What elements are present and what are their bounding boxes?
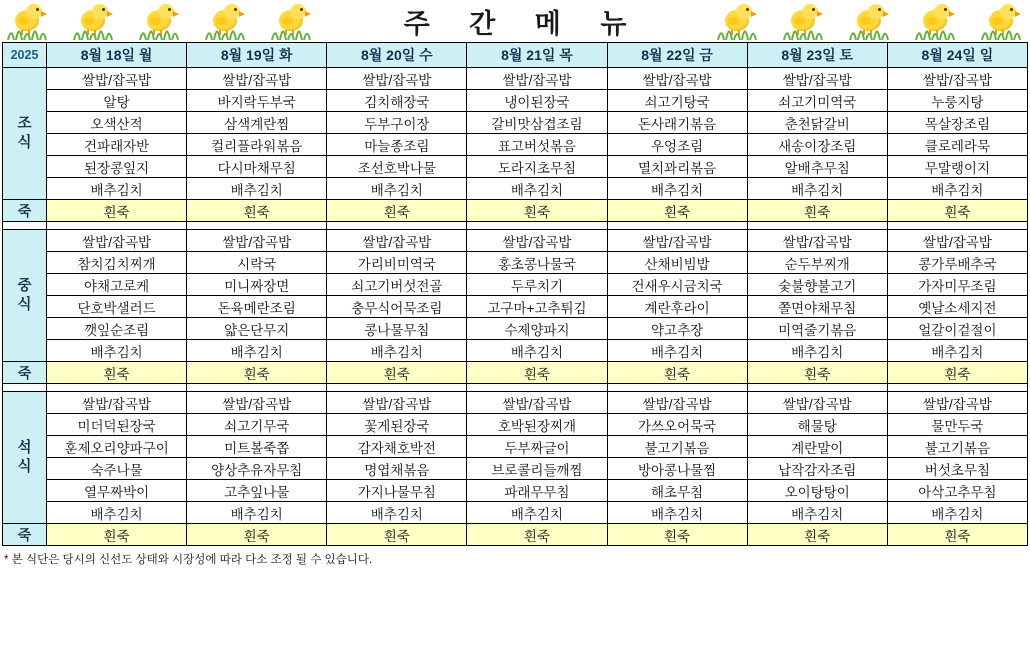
dish-cell: 얼갈이겉절이: [887, 318, 1027, 340]
dish-cell: 쌀밥/잡곡밥: [467, 392, 607, 414]
dish-cell: 배추김치: [47, 502, 187, 524]
dish-cell: 쇠고기무국: [187, 414, 327, 436]
table-row: [3, 340, 1028, 362]
chick-icon: [782, 2, 826, 40]
dish-cell: 돈육메란조림: [187, 296, 327, 318]
dish-cell: 미역줄기볶음: [747, 318, 887, 340]
porridge-cell: 흰죽: [47, 362, 187, 384]
table-row: [3, 112, 1028, 134]
meal-label-line1: 중: [17, 277, 32, 294]
dish-cell: 쌀밥/잡곡밥: [187, 230, 327, 252]
meal-label-line1: 석: [17, 439, 32, 456]
dish-cell: 콩가루배추국: [887, 252, 1027, 274]
separator-cell: [747, 384, 887, 392]
footnote: * 본 식단은 당시의 신선도 상태와 시장성에 따라 다소 조정 될 수 있습니다.: [4, 554, 373, 566]
dish-cell: 쌀밥/잡곡밥: [467, 230, 607, 252]
dish-cell: 두부짜글이: [467, 436, 607, 458]
porridge-label: 죽: [3, 200, 47, 222]
dish-cell: 쌀밥/잡곡밥: [607, 230, 747, 252]
dish-cell: 야채고로케: [47, 274, 187, 296]
chick-icon: [138, 2, 182, 40]
dish-cell: 우엉조림: [607, 134, 747, 156]
porridge-cell: 흰죽: [607, 200, 747, 222]
dish-cell: 컬리플라워볶음: [187, 134, 327, 156]
dish-cell: 옛날소세지전: [887, 296, 1027, 318]
dish-cell: 가지나물무침: [327, 480, 467, 502]
grass-icon: [914, 24, 958, 40]
chick-group-left: [6, 2, 314, 40]
dish-cell: 도라지초무침: [467, 156, 607, 178]
table-row: [3, 458, 1028, 480]
dish-cell: 가자미무조림: [887, 274, 1027, 296]
porridge-cell: 흰죽: [187, 524, 327, 546]
grass-icon: [782, 24, 826, 40]
dish-cell: 해물탕: [747, 414, 887, 436]
table-header-row: [3, 43, 1028, 68]
dish-cell: 삼색계란찜: [187, 112, 327, 134]
dish-cell: 무말랭이지: [887, 156, 1027, 178]
dish-cell: 계란말이: [747, 436, 887, 458]
dish-cell: 쌀밥/잡곡밥: [187, 392, 327, 414]
grass-icon: [716, 24, 760, 40]
porridge-row: [3, 200, 1028, 222]
dish-cell: 호박된장찌개: [467, 414, 607, 436]
day-header-2: 8월 20일 수: [327, 43, 467, 68]
table-row: [3, 178, 1028, 200]
dish-cell: 멸치꽈리볶음: [607, 156, 747, 178]
dish-cell: 새송이장조림: [747, 134, 887, 156]
section-separator: [3, 222, 1028, 230]
dish-cell: 단호박샐러드: [47, 296, 187, 318]
dish-cell: 쌀밥/잡곡밥: [467, 68, 607, 90]
dish-cell: 쌀밥/잡곡밥: [187, 68, 327, 90]
dish-cell: 오이탕탕이: [747, 480, 887, 502]
porridge-label: 죽: [3, 524, 47, 546]
dish-cell: 배추김치: [887, 502, 1027, 524]
separator-cell: [887, 384, 1027, 392]
table-row: [3, 252, 1028, 274]
dish-cell: 미니짜장면: [187, 274, 327, 296]
porridge-cell: 흰죽: [887, 362, 1027, 384]
dish-cell: 불고기볶음: [607, 436, 747, 458]
dish-cell: 얇은단무지: [187, 318, 327, 340]
dish-cell: 갈비맛삼겹조림: [467, 112, 607, 134]
dish-cell: 배추김치: [747, 178, 887, 200]
dish-cell: 납작감자조림: [747, 458, 887, 480]
table-row: [3, 480, 1028, 502]
porridge-cell: 흰죽: [467, 200, 607, 222]
grass-icon: [6, 24, 50, 40]
dish-cell: 쌀밥/잡곡밥: [327, 230, 467, 252]
table-row: [3, 392, 1028, 414]
dish-cell: 감자채호박전: [327, 436, 467, 458]
separator-cell: [607, 384, 747, 392]
dish-cell: 열무짜박이: [47, 480, 187, 502]
dish-cell: 계란후라이: [607, 296, 747, 318]
chick-icon: [716, 2, 760, 40]
porridge-cell: 흰죽: [887, 524, 1027, 546]
dish-cell: 깻잎순조림: [47, 318, 187, 340]
dish-cell: 쌀밥/잡곡밥: [47, 230, 187, 252]
dish-cell: 배추김치: [887, 178, 1027, 200]
dish-cell: 알배추무침: [747, 156, 887, 178]
dish-cell: 목살장조림: [887, 112, 1027, 134]
dish-cell: 배추김치: [467, 502, 607, 524]
porridge-cell: 흰죽: [187, 362, 327, 384]
porridge-cell: 흰죽: [747, 524, 887, 546]
grass-icon: [72, 24, 116, 40]
dish-cell: 배추김치: [607, 502, 747, 524]
dish-cell: 돈사래기볶음: [607, 112, 747, 134]
dish-cell: 숙주나물: [47, 458, 187, 480]
dish-cell: 고추잎나물: [187, 480, 327, 502]
section-separator: [3, 384, 1028, 392]
dish-cell: 쌀밥/잡곡밥: [47, 68, 187, 90]
porridge-cell: 흰죽: [467, 524, 607, 546]
dish-cell: 배추김치: [327, 340, 467, 362]
dish-cell: 배추김치: [187, 178, 327, 200]
day-header-1: 8월 19일 화: [187, 43, 327, 68]
dish-cell: 버섯초무침: [887, 458, 1027, 480]
meal-label-line2: 식: [17, 296, 32, 313]
separator-cell: [467, 384, 607, 392]
dish-cell: 쇠고기탕국: [607, 90, 747, 112]
table-row: [3, 68, 1028, 90]
dish-cell: 콩나물무침: [327, 318, 467, 340]
separator-cell: [327, 222, 467, 230]
dish-cell: 누룽지탕: [887, 90, 1027, 112]
dish-cell: 쌀밥/잡곡밥: [47, 392, 187, 414]
dish-cell: 참치김치찌개: [47, 252, 187, 274]
day-header-4: 8월 22일 금: [607, 43, 747, 68]
chick-icon: [980, 2, 1024, 40]
dish-cell: 숯불향불고기: [747, 274, 887, 296]
dish-cell: 건파래자반: [47, 134, 187, 156]
dish-cell: 배추김치: [327, 178, 467, 200]
dish-cell: 춘천닭갈비: [747, 112, 887, 134]
table-row: [3, 156, 1028, 178]
separator-cell: [887, 222, 1027, 230]
porridge-cell: 흰죽: [747, 362, 887, 384]
separator-cell: [187, 384, 327, 392]
separator-cell: [3, 222, 47, 230]
grass-icon: [980, 24, 1024, 40]
dish-cell: 배추김치: [747, 340, 887, 362]
dish-cell: 쇠고기미역국: [747, 90, 887, 112]
porridge-label: 죽: [3, 362, 47, 384]
dish-cell: 배추김치: [47, 178, 187, 200]
separator-cell: [47, 384, 187, 392]
table-row: [3, 134, 1028, 156]
grass-icon: [138, 24, 182, 40]
dish-cell: 배추김치: [467, 340, 607, 362]
meal-label-line1: 조: [17, 115, 32, 132]
dish-cell: 바지락두부국: [187, 90, 327, 112]
dish-cell: 미트볼죽쫍: [187, 436, 327, 458]
year-label: 2025: [3, 43, 47, 68]
table-row: [3, 230, 1028, 252]
porridge-cell: 흰죽: [607, 524, 747, 546]
chick-icon: [6, 2, 50, 40]
dish-cell: 아삭고추무침: [887, 480, 1027, 502]
separator-cell: [3, 384, 47, 392]
table-row: [3, 274, 1028, 296]
separator-cell: [187, 222, 327, 230]
separator-cell: [607, 222, 747, 230]
dish-cell: 쌀밥/잡곡밥: [747, 68, 887, 90]
table-row: [3, 318, 1028, 340]
porridge-row: [3, 524, 1028, 546]
chick-icon: [270, 2, 314, 40]
dish-cell: 배추김치: [467, 178, 607, 200]
dish-cell: 방아콩나물찜: [607, 458, 747, 480]
dish-cell: 수제양파지: [467, 318, 607, 340]
porridge-row: [3, 362, 1028, 384]
dish-cell: 브로콜리들깨찜: [467, 458, 607, 480]
dish-cell: 쌀밥/잡곡밥: [887, 230, 1027, 252]
porridge-cell: 흰죽: [607, 362, 747, 384]
dish-cell: 가쓰오어묵국: [607, 414, 747, 436]
separator-cell: [327, 384, 467, 392]
porridge-cell: 흰죽: [187, 200, 327, 222]
day-header-5: 8월 23일 토: [747, 43, 887, 68]
day-header-6: 8월 24일 일: [887, 43, 1027, 68]
dish-cell: 알탕: [47, 90, 187, 112]
dish-cell: 다시마채무침: [187, 156, 327, 178]
dish-cell: 약고추장: [607, 318, 747, 340]
dish-cell: 배추김치: [747, 502, 887, 524]
dish-cell: 충무식어묵조림: [327, 296, 467, 318]
grass-icon: [848, 24, 892, 40]
page-banner: [0, 0, 1030, 42]
separator-cell: [747, 222, 887, 230]
chick-icon: [914, 2, 958, 40]
dish-cell: 배추김치: [327, 502, 467, 524]
dish-cell: 배추김치: [607, 178, 747, 200]
dish-cell: 쌀밥/잡곡밥: [607, 392, 747, 414]
dish-cell: 해초무침: [607, 480, 747, 502]
dish-cell: 훈제오리양파구이: [47, 436, 187, 458]
dish-cell: 마늘종조림: [327, 134, 467, 156]
dish-cell: 된장콩잎지: [47, 156, 187, 178]
meal-label-line2: 식: [17, 458, 32, 475]
dish-cell: 클로레라묵: [887, 134, 1027, 156]
weekly-menu-table: [2, 42, 1028, 546]
dish-cell: 쌀밥/잡곡밥: [327, 392, 467, 414]
porridge-cell: 흰죽: [887, 200, 1027, 222]
porridge-cell: 흰죽: [747, 200, 887, 222]
dish-cell: 물만두국: [887, 414, 1027, 436]
separator-cell: [47, 222, 187, 230]
porridge-cell: 흰죽: [327, 524, 467, 546]
dish-cell: 쌀밥/잡곡밥: [887, 68, 1027, 90]
porridge-cell: 흰죽: [467, 362, 607, 384]
dish-cell: 가리비미역국: [327, 252, 467, 274]
separator-cell: [467, 222, 607, 230]
porridge-cell: 흰죽: [327, 362, 467, 384]
table-row: [3, 296, 1028, 318]
dish-cell: 쫄면야채무침: [747, 296, 887, 318]
dish-cell: 표고버섯볶음: [467, 134, 607, 156]
chick-group-right: [716, 2, 1024, 40]
dish-cell: 배추김치: [607, 340, 747, 362]
table-row: [3, 502, 1028, 524]
grass-icon: [204, 24, 248, 40]
meal-label-line2: 식: [17, 134, 32, 151]
dish-cell: 조선호박나물: [327, 156, 467, 178]
grass-icon: [270, 24, 314, 40]
dish-cell: 불고기볶음: [887, 436, 1027, 458]
dish-cell: 쌀밥/잡곡밥: [747, 392, 887, 414]
chick-icon: [72, 2, 116, 40]
page-title: 주 간 메 뉴: [403, 8, 643, 39]
dish-cell: 시락국: [187, 252, 327, 274]
dish-cell: 쌀밥/잡곡밥: [607, 68, 747, 90]
dish-cell: 미더덕된장국: [47, 414, 187, 436]
dish-cell: 홍초콩나물국: [467, 252, 607, 274]
dish-cell: 쇠고기버섯전골: [327, 274, 467, 296]
dish-cell: 배추김치: [187, 340, 327, 362]
dish-cell: 냉이된장국: [467, 90, 607, 112]
dish-cell: 배추김치: [887, 340, 1027, 362]
chick-icon: [848, 2, 892, 40]
day-header-0: 8월 18일 월: [47, 43, 187, 68]
dish-cell: 파래무무침: [467, 480, 607, 502]
day-header-3: 8월 21일 목: [467, 43, 607, 68]
porridge-cell: 흰죽: [327, 200, 467, 222]
table-row: [3, 90, 1028, 112]
dish-cell: 두루치기: [467, 274, 607, 296]
dish-cell: 양상추유자무침: [187, 458, 327, 480]
meal-label-breakfast: [3, 68, 47, 200]
porridge-cell: 흰죽: [47, 200, 187, 222]
dish-cell: 쌀밥/잡곡밥: [747, 230, 887, 252]
meal-label-lunch: [3, 230, 47, 362]
dish-cell: 오색산적: [47, 112, 187, 134]
dish-cell: 배추김치: [47, 340, 187, 362]
table-row: [3, 436, 1028, 458]
dish-cell: 고구마+고추튀김: [467, 296, 607, 318]
dish-cell: 산채비빔밥: [607, 252, 747, 274]
meal-label-dinner: [3, 392, 47, 524]
dish-cell: 쌀밥/잡곡밥: [327, 68, 467, 90]
dish-cell: 쌀밥/잡곡밥: [887, 392, 1027, 414]
chick-icon: [204, 2, 248, 40]
dish-cell: 건새우시금치국: [607, 274, 747, 296]
table-row: [3, 414, 1028, 436]
porridge-cell: 흰죽: [47, 524, 187, 546]
dish-cell: 배추김치: [187, 502, 327, 524]
dish-cell: 김치해장국: [327, 90, 467, 112]
dish-cell: 두부구이장: [327, 112, 467, 134]
dish-cell: 꽃게된장국: [327, 414, 467, 436]
dish-cell: 명엽채볶음: [327, 458, 467, 480]
dish-cell: 순두부찌개: [747, 252, 887, 274]
